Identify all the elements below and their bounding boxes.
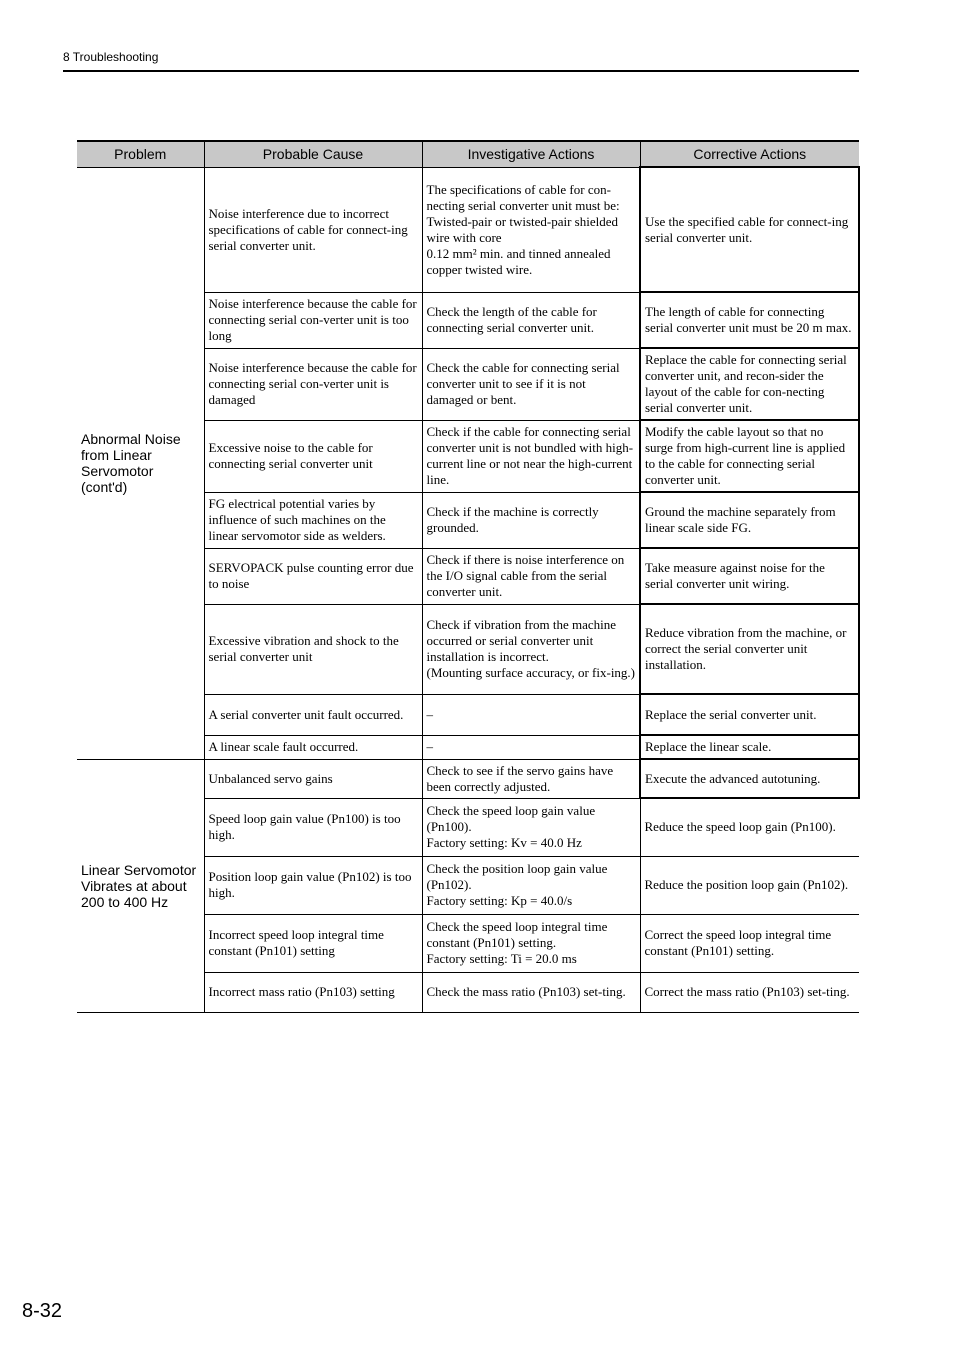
investigate-text: Check if vibration from the machine occurred or serial converter unit installation is incorrect. (Mounting surface accuracy, or fix-ing.) [426, 617, 636, 680]
troubleshooting-table [77, 140, 860, 1013]
page-number: 8-32 [22, 1300, 63, 1322]
corrective-cell: Reduce the speed loop gain (Pn100). [640, 798, 859, 856]
cause-cell: Noise interference because the cable for connecting serial con-verter unit is damaged [204, 348, 422, 420]
investigate-text: Check the speed loop gain value (Pn100). Factory setting: Kv = 40.0 Hz [426, 803, 596, 850]
corrective-cell: Use the specified cable for connect-ing serial converter unit. [640, 167, 859, 292]
corrective-cell: Correct the speed loop integral time constant (Pn101) setting. [640, 914, 859, 972]
column-header-investigative: Investigative Actions [422, 141, 640, 167]
corrective-cell: Modify the cable layout so that no surge from high-current line is applied to the cable for connecting serial converter unit. [640, 420, 859, 492]
cause-cell: Excessive vibration and shock to the serial converter unit [204, 604, 422, 694]
corrective-cell: Correct the mass ratio (Pn103) set-ting. [640, 972, 859, 1012]
cause-cell: A linear scale fault occurred. [204, 735, 422, 759]
investigate-text: Check the speed loop integral time constant (Pn101) setting. Factory setting: Ti = 20.0 ms [426, 919, 608, 966]
investigate-cell: Check if there is noise interference on the I/O signal cable from the serial converter unit. [422, 548, 640, 604]
cause-cell: FG electrical potential varies by influence of such machines on the linear servomotor side as welders. [204, 492, 422, 548]
table-row [77, 759, 859, 798]
corrective-cell: Reduce vibration from the machine, or correct the serial converter unit installation. [640, 604, 859, 694]
investigate-cell: Check to see if the servo gains have been correctly adjusted. [422, 759, 640, 798]
cause-cell: Excessive noise to the cable for connecting serial converter unit [204, 420, 422, 492]
corrective-cell: The length of cable for connecting serial converter unit must be 20 m max. [640, 292, 859, 348]
corrective-cell: Take measure against noise for the serial converter unit wiring. [640, 548, 859, 604]
investigate-cell: Check the length of the cable for connecting serial converter unit. [422, 292, 640, 348]
investigate-cell [422, 856, 640, 914]
investigate-cell: – [422, 694, 640, 735]
corrective-cell: Reduce the position loop gain (Pn102). [640, 856, 859, 914]
investigate-cell [422, 604, 640, 694]
corrective-cell: Replace the linear scale. [640, 735, 859, 759]
investigate-cell: Check the mass ratio (Pn103) set-ting. [422, 972, 640, 1012]
cause-cell: SERVOPACK pulse counting error due to noise [204, 548, 422, 604]
problem-cell: Linear Servomotor Vibrates at about 200 to 400 Hz [77, 759, 204, 1012]
investigate-cell [422, 798, 640, 856]
column-header-corrective: Corrective Actions [640, 141, 859, 167]
investigate-cell: Check the cable for connecting serial converter unit to see if it is not damaged or bent. [422, 348, 640, 420]
cause-cell: A serial converter unit fault occurred. [204, 694, 422, 735]
cause-cell: Noise interference because the cable for connecting serial con-verter unit is too long [204, 292, 422, 348]
table-row [77, 167, 859, 292]
cause-cell: Noise interference due to incorrect specifications of cable for connect-ing serial converter unit. [204, 167, 422, 292]
corrective-cell: Replace the serial converter unit. [640, 694, 859, 735]
corrective-cell: Replace the cable for connecting serial converter unit, and recon-sider the layout of the cable for con-necting serial converter unit. [640, 348, 859, 420]
cause-cell: Incorrect mass ratio (Pn103) setting [204, 972, 422, 1012]
cause-cell: Position loop gain value (Pn102) is too high. [204, 856, 422, 914]
investigate-cell [422, 167, 640, 292]
table-header-row [77, 141, 859, 167]
column-header-problem: Problem [77, 141, 204, 167]
investigate-cell: Check if the machine is correctly grounded. [422, 492, 640, 548]
investigate-text: The specifications of cable for con-necting serial converter unit must be: Twisted-pair or twisted-pair shielded wire with core 0.12 mm² min. and tinned annealed copper twisted wire. [426, 181, 620, 277]
header-rule [63, 70, 859, 72]
column-header-cause: Probable Cause [204, 141, 422, 167]
corrective-cell: Execute the advanced autotuning. [640, 759, 859, 798]
section-header: 8 Troubleshooting [63, 50, 159, 64]
corrective-cell: Ground the machine separately from linear scale side FG. [640, 492, 859, 548]
investigate-cell: – [422, 735, 640, 759]
investigate-cell [422, 914, 640, 972]
investigate-cell: Check if the cable for connecting serial converter unit is not bundled with high-current line or not near the high-current line. [422, 420, 640, 492]
investigate-text: Check the position loop gain value (Pn102). Factory setting: Kp = 40.0/s [426, 861, 608, 908]
cause-cell: Speed loop gain value (Pn100) is too high. [204, 798, 422, 856]
cause-cell: Incorrect speed loop integral time constant (Pn101) setting [204, 914, 422, 972]
problem-cell: Abnormal Noise from Linear Servomotor (cont'd) [77, 167, 204, 759]
cause-cell: Unbalanced servo gains [204, 759, 422, 798]
